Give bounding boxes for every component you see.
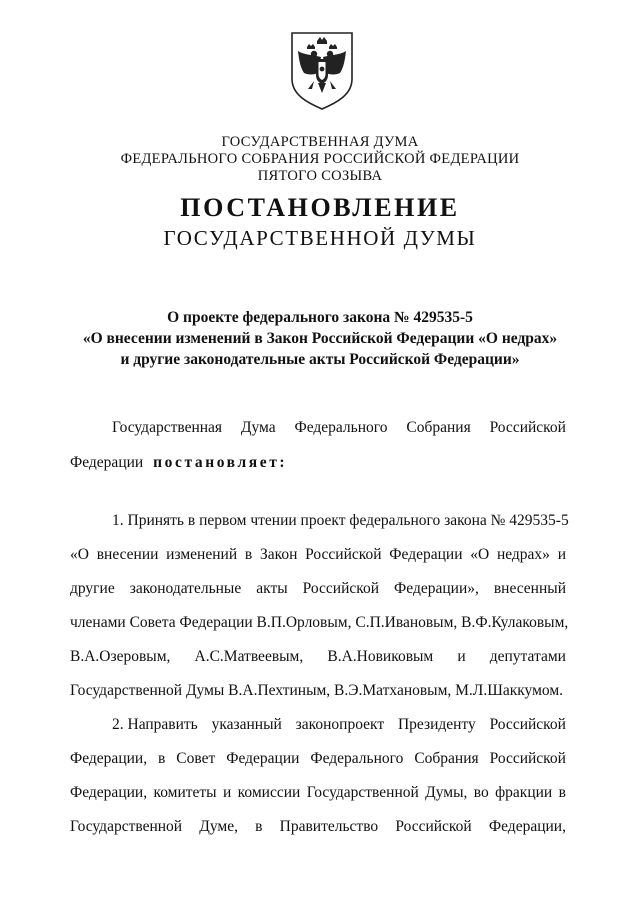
word: Государственной — [306, 784, 419, 801]
word: Президенту — [397, 716, 476, 733]
word: Российской — [489, 750, 566, 767]
header-org-line3: ПЯТОГО СОЗЫВА — [257, 168, 383, 184]
word: Государственная — [112, 419, 223, 436]
word: В.А.Озеровым, — [70, 648, 171, 665]
word: во — [473, 784, 489, 801]
point1-line5 — [70, 648, 566, 666]
word: Федерального — [310, 750, 404, 767]
header-org-line1: ГОСУДАРСТВЕННАЯ ДУМА — [221, 134, 419, 150]
word: Собрания — [406, 419, 471, 436]
word: внесенный — [493, 580, 566, 597]
point1-line2 — [70, 546, 566, 564]
word: Российской — [305, 546, 382, 563]
preamble-line2 — [70, 454, 566, 472]
word: Дума — [240, 419, 276, 436]
point1-line1: 1. Принять в первом чтении проект федерального закона № 429535-5 — [112, 512, 569, 529]
document-type-title: ПОСТАНОВЛЕНИЕ — [180, 193, 460, 222]
word: и — [457, 648, 466, 665]
word: Федерации — [70, 454, 144, 471]
word: в — [255, 818, 263, 835]
word: Совет — [176, 750, 216, 767]
word: Думе, — [199, 818, 238, 835]
word: указанный — [211, 716, 282, 733]
word: Российской — [302, 580, 380, 597]
subject-line3: и другие законодательные акты Российской Федерации» — [120, 351, 520, 368]
word: и — [557, 546, 566, 563]
word: изменений — [166, 546, 238, 563]
word: Федерации — [389, 546, 463, 563]
word: внесении — [96, 546, 159, 563]
word: Думы, — [425, 784, 468, 801]
word: Правительство — [279, 818, 379, 835]
word: «О — [470, 546, 490, 563]
word: Собрания — [414, 750, 479, 767]
word: в — [558, 784, 566, 801]
word: комитеты — [153, 784, 217, 801]
coat-of-arms-icon — [290, 31, 354, 111]
word: фракции — [495, 784, 553, 801]
document-issuer-title: ГОСУДАРСТВЕННОЙ ДУМЫ — [163, 226, 477, 250]
word: Федерации — [226, 750, 300, 767]
point2-line1 — [112, 716, 566, 734]
subject-line2: «О внесении изменений в Закон Российской Федерации «О недрах» — [82, 330, 558, 347]
word: недрах» — [496, 546, 550, 563]
subject-line1: О проекте федерального закона № 429535-5 — [167, 309, 473, 326]
preamble-line1 — [112, 419, 566, 437]
word: Федерации, — [70, 784, 148, 801]
word: «О — [70, 546, 89, 563]
header-org-line2: ФЕДЕРАЛЬНОГО СОБРАНИЯ РОССИЙСКОЙ ФЕДЕРАЦИИ — [120, 151, 520, 167]
word: Российской — [395, 818, 472, 835]
word: комиссии — [237, 784, 301, 801]
word: Федерации, — [70, 750, 148, 767]
point1-line3 — [70, 580, 566, 598]
point2-line2 — [70, 750, 566, 768]
point2-line4 — [70, 818, 566, 836]
word: Российской — [489, 716, 566, 733]
word: Федерации, — [488, 818, 566, 835]
word: в — [244, 546, 253, 563]
word: в — [158, 750, 166, 767]
word: Федерации», — [394, 580, 479, 597]
word: Федерального — [294, 419, 388, 436]
word: 2. Направить — [112, 716, 198, 733]
resolves-word: постановляет: — [153, 454, 288, 471]
point2-line3 — [70, 784, 566, 802]
word: другие — [70, 580, 115, 597]
word: В.А.Новиковым — [327, 648, 434, 665]
word: А.С.Матвеевым, — [194, 648, 304, 665]
word: Закон — [259, 546, 298, 563]
word: Российской — [489, 419, 566, 436]
word: законодательные — [129, 580, 242, 597]
word: Государственной — [70, 818, 183, 835]
point1-line6: Государственной Думы В.А.Пехтиным, В.Э.Матхановым, М.Л.Шаккумом. — [70, 682, 564, 699]
point1-line4: членами Совета Федерации В.П.Орловым, С.П.Ивановым, В.Ф.Кулаковым, — [70, 614, 569, 631]
coat-of-arms-emblem — [290, 31, 354, 111]
word: депутатами — [489, 648, 566, 665]
word: законопроект — [295, 716, 385, 733]
word: и — [222, 784, 232, 801]
word: акты — [256, 580, 288, 597]
